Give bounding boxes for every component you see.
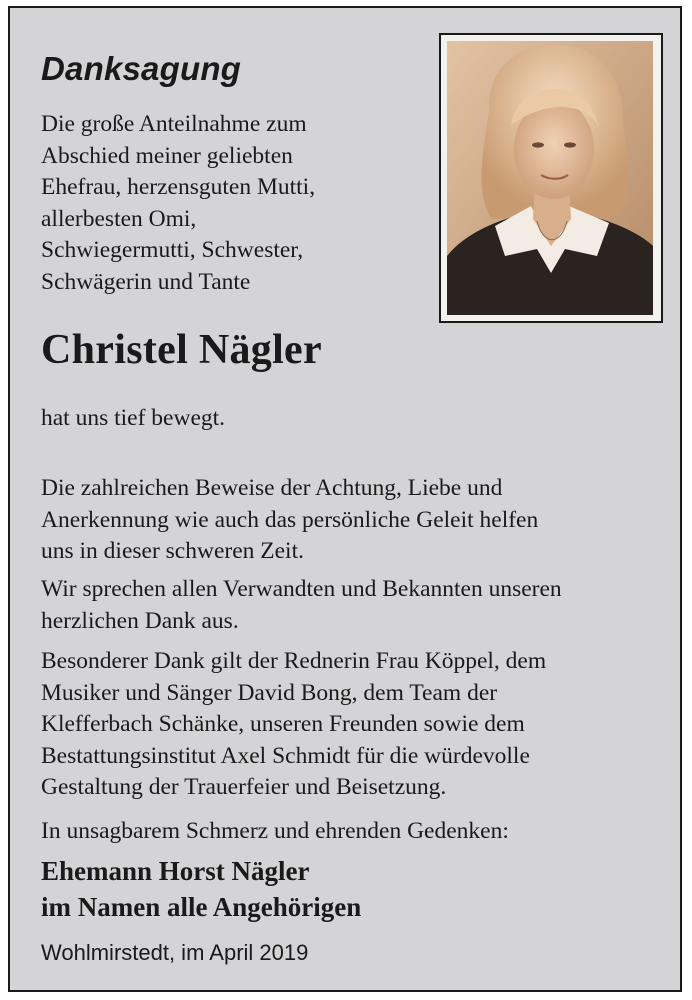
signature-line: Ehemann Horst Nägler bbox=[41, 856, 310, 886]
paragraph-line: Musiker und Sänger David Bong, dem Team der bbox=[41, 679, 498, 706]
paragraph-line: Besonderer Dank gilt der Rednerin Frau Köppel, dem bbox=[41, 648, 547, 674]
special-thanks-paragraph bbox=[41, 646, 546, 804]
paragraph-line: Klefferbach Schänke, unseren Freunden sowie dem bbox=[41, 711, 525, 737]
portrait-image bbox=[447, 41, 653, 315]
intro-line: Schwiegermutti, Schwester, bbox=[41, 237, 304, 263]
deceased-name: Christel Nägler bbox=[41, 327, 322, 373]
notice-heading: Danksagung bbox=[41, 50, 242, 87]
signature-block bbox=[41, 853, 361, 925]
gratitude-paragraph bbox=[41, 473, 538, 568]
intro-line: Abschied meiner geliebten bbox=[41, 142, 293, 169]
portrait-photo bbox=[439, 33, 663, 323]
paragraph-line: Bestattungsinstitut Axel Schmidt für die würdevolle bbox=[41, 742, 530, 769]
paragraph-line: Gestaltung der Trauerfeier und Beisetzung. bbox=[41, 774, 447, 800]
signature-line: im Namen alle Angehörigen bbox=[41, 892, 362, 922]
moved-line: hat uns tief bewegt. bbox=[41, 405, 226, 431]
thanks-paragraph bbox=[41, 574, 562, 637]
intro-line: allerbesten Omi, bbox=[41, 205, 197, 232]
closing-line: In unsagbarem Schmerz und ehrenden Gedenken: bbox=[41, 818, 509, 844]
intro-line: Schwägerin und Tante bbox=[41, 268, 251, 295]
intro-text bbox=[41, 109, 431, 298]
paragraph-line: Anerkennung wie auch das persönliche Geleit helfen bbox=[41, 506, 539, 533]
paragraph-line: herzlichen Dank aus. bbox=[41, 607, 239, 634]
paragraph-line: Wir sprechen allen Verwandten und Bekannten unseren bbox=[41, 576, 562, 602]
paragraph-line: Die zahlreichen Beweise der Achtung, Liebe und bbox=[41, 475, 503, 501]
place-date: Wohlmirstedt, im April 2019 bbox=[41, 940, 309, 965]
obituary-card bbox=[8, 6, 682, 992]
intro-line: Ehefrau, herzensguten Mutti, bbox=[41, 174, 316, 200]
intro-line: Die große Anteilnahme zum bbox=[41, 111, 307, 137]
paragraph-line: uns in dieser schweren Zeit. bbox=[41, 538, 304, 564]
